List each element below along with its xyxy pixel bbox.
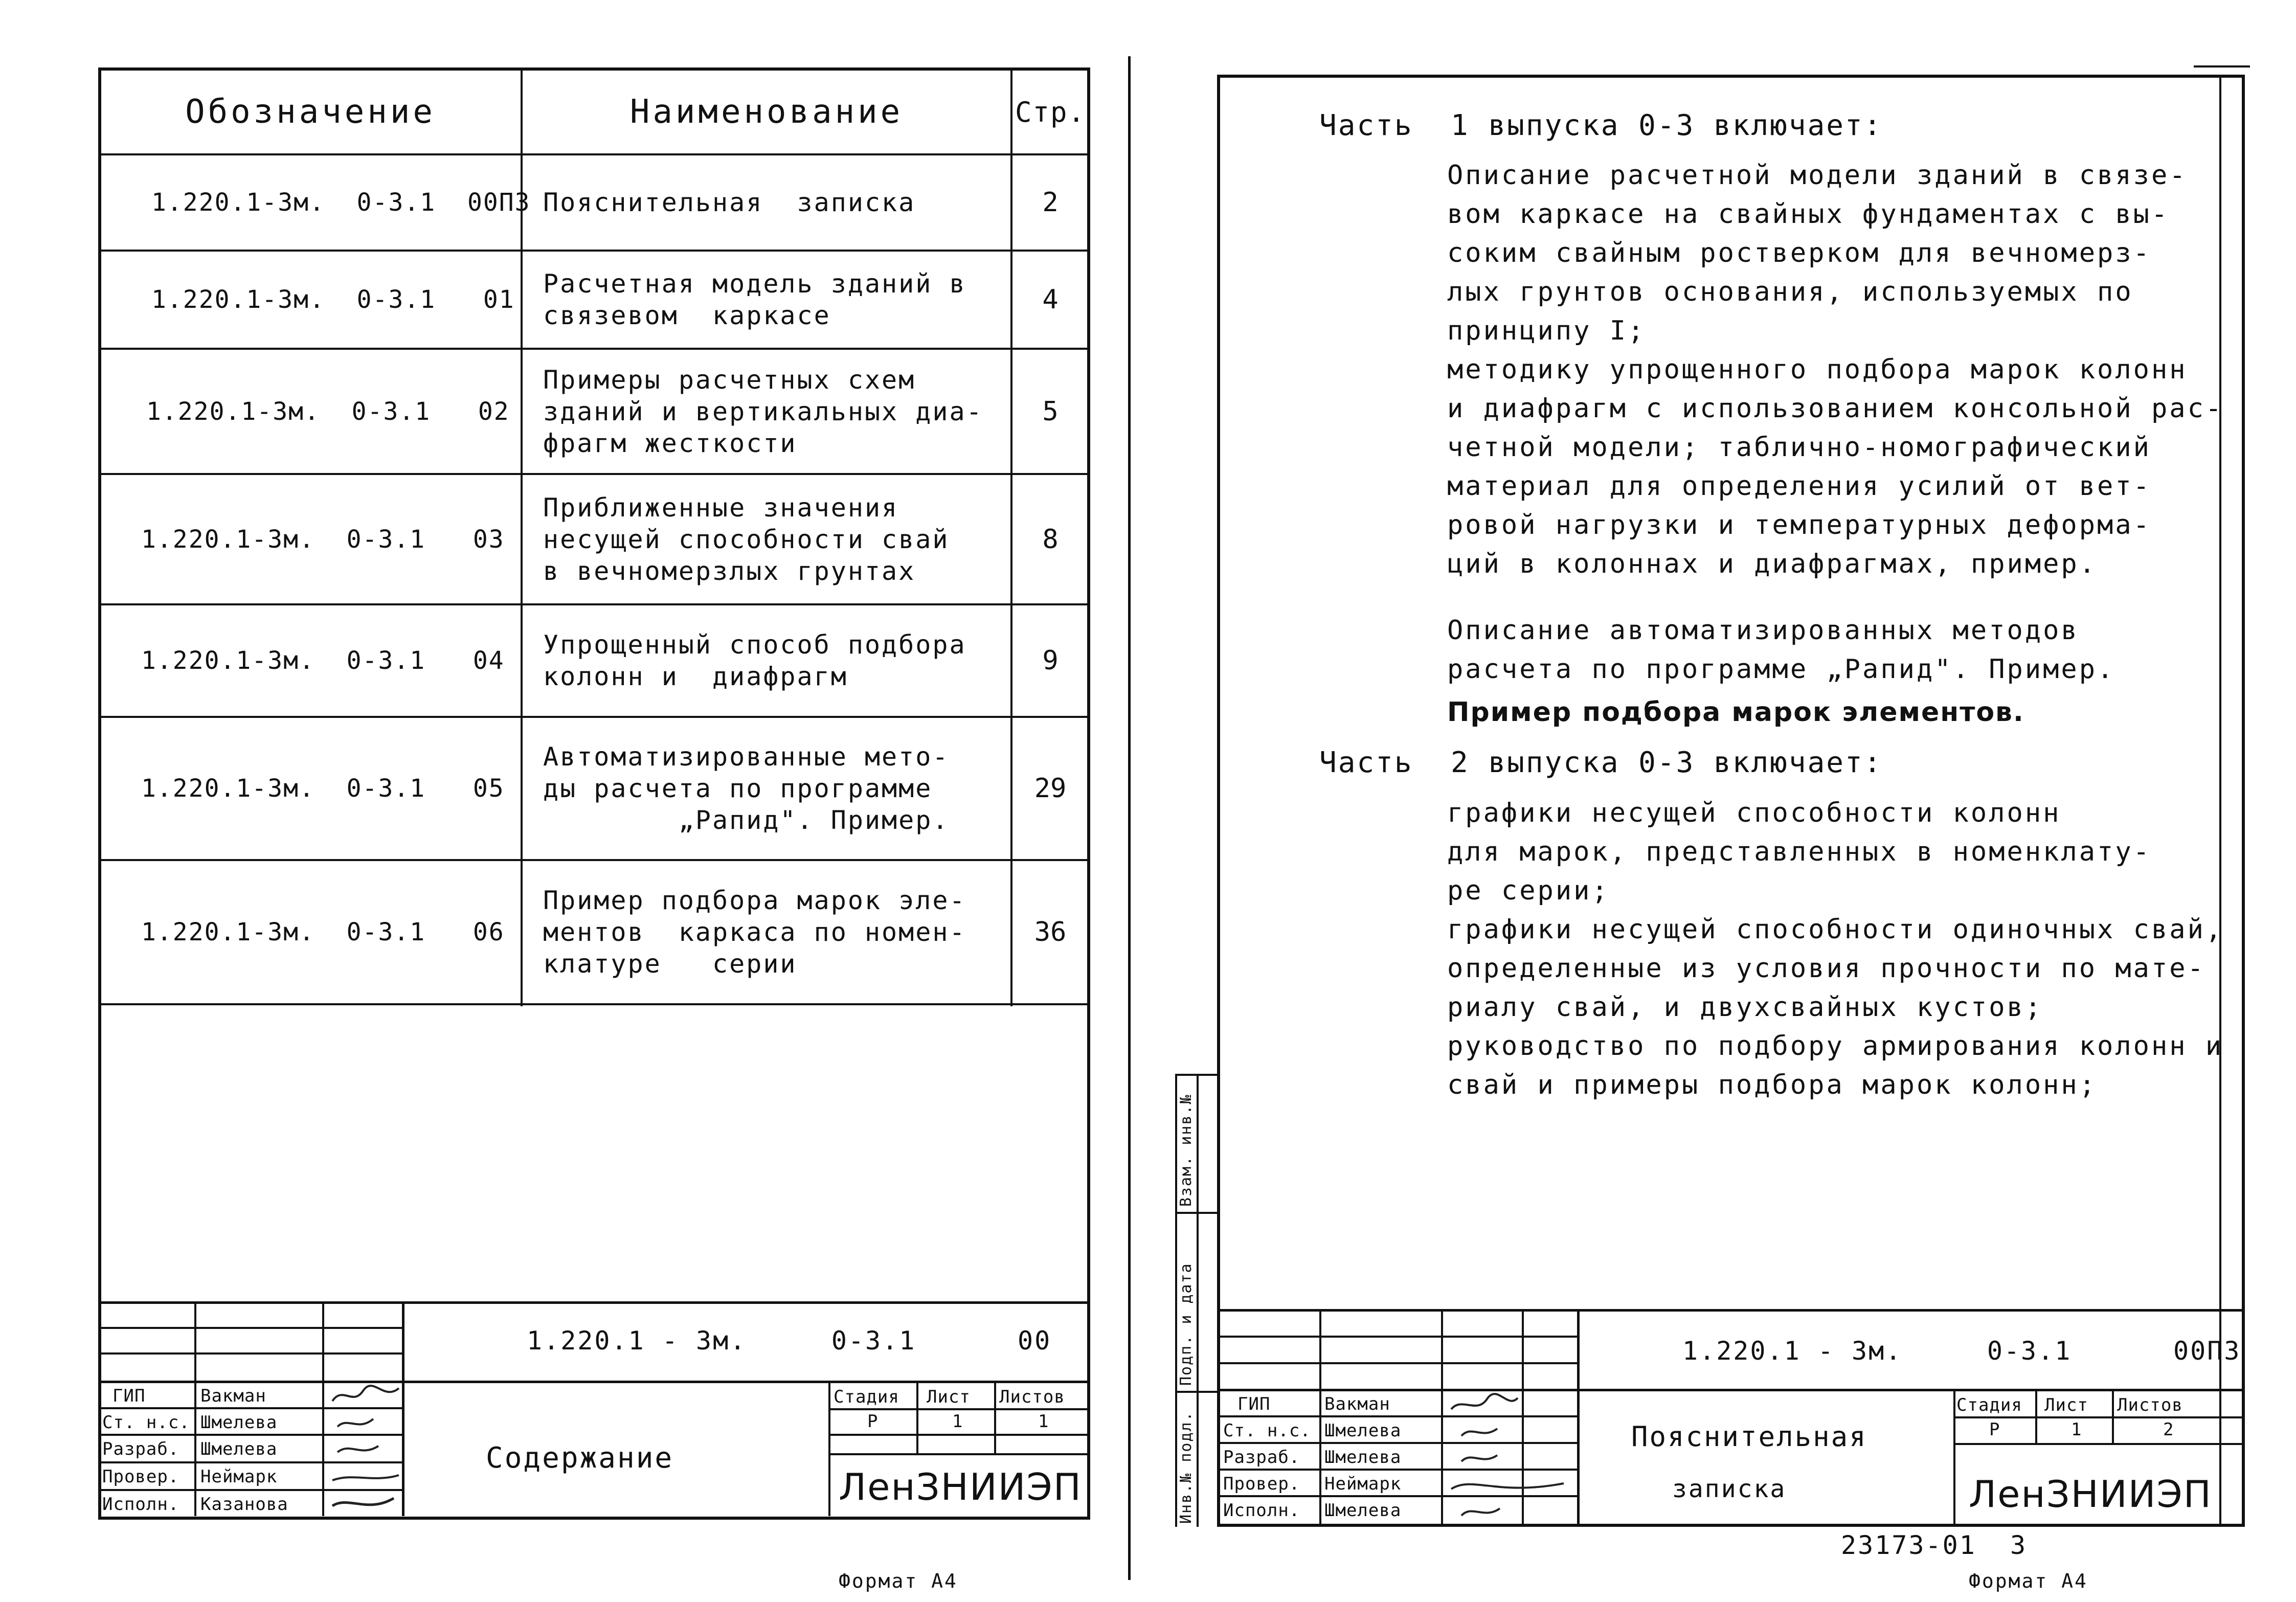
role-label: Разраб. bbox=[1223, 1447, 1300, 1468]
sheet-label: Лист bbox=[927, 1387, 971, 1407]
role-label: ГИП bbox=[112, 1386, 146, 1406]
part2-paragraph: графики несущей способности колонн для марок, представленных в номенклату- ре серии; графики несущей способности одиночных свай, определенные из условия прочности по мате- риалу свай, и двухсвайных кустов; руководство по подбору армирования колонн и свай и примеры подбора марок колонн; bbox=[1447, 798, 2224, 1100]
row-code: 1.220.1-3м. 0-3.1 06 bbox=[141, 918, 505, 946]
sheet-title: Содержание bbox=[486, 1441, 674, 1475]
row-name: Упрощенный способ подбора колонн и диафрагм bbox=[543, 630, 966, 691]
doc-code: 1.220.1 - 3м. 0-3.1 00ПЗ bbox=[1682, 1336, 2241, 1366]
row-name: Автоматизированные мето- ды расчета по программе „Рапид". Пример. bbox=[543, 742, 950, 835]
role-label: Разраб. bbox=[102, 1439, 179, 1459]
row-code: 1.220.1-3м. 0-3.1 02 bbox=[146, 397, 510, 426]
person-name: Казанова bbox=[200, 1494, 288, 1515]
row-name: Расчетная модель зданий в связевом каркасе bbox=[543, 269, 966, 330]
doc-code: 1.220.1 - 3м. 0-3.1 00 bbox=[527, 1326, 1052, 1356]
side-label: Взам. инв.№ bbox=[1177, 1094, 1195, 1207]
row-name: Пример подбора марок эле- ментов каркаса по номен- клатуре серии bbox=[543, 886, 966, 979]
stage-value: Р bbox=[1989, 1419, 2000, 1440]
person-name: Шмелева bbox=[1324, 1420, 1402, 1441]
sheet-value: 1 bbox=[2071, 1419, 2082, 1440]
person-name: Шмелева bbox=[200, 1439, 278, 1459]
part1-heading: Часть 1 выпуска 0-3 включает: bbox=[1319, 109, 1883, 142]
signatures bbox=[322, 1381, 424, 1519]
stage-label: Стадия bbox=[1956, 1395, 2022, 1415]
header-name: Наименование bbox=[629, 93, 904, 131]
center-divider bbox=[1128, 56, 1131, 1580]
archive-number: 23173-01 3 bbox=[1841, 1530, 2028, 1560]
person-name: Неймарк bbox=[200, 1466, 278, 1487]
role-label: Исполн. bbox=[102, 1494, 179, 1515]
row-page: 9 bbox=[1042, 645, 1059, 676]
row-code: 1.220.1-3м. 0-3.1 01 bbox=[151, 285, 515, 314]
row-code: 1.220.1-3м. 0-3.1 03 bbox=[141, 525, 505, 554]
sheets-label: Листов bbox=[999, 1387, 1065, 1407]
row-code: 1.220.1-3м. 0-3.1 04 bbox=[141, 646, 505, 675]
sheet-value: 1 bbox=[952, 1411, 963, 1432]
row-page: 36 bbox=[1034, 917, 1067, 947]
signatures bbox=[1441, 1389, 1574, 1527]
role-label: Ст. н.с. bbox=[102, 1412, 190, 1433]
row-page: 4 bbox=[1042, 284, 1059, 315]
sheet-label: Лист bbox=[2044, 1395, 2088, 1415]
role-label: Провер. bbox=[1223, 1474, 1300, 1494]
person-name: Вакман bbox=[200, 1386, 266, 1406]
row-page: 5 bbox=[1042, 396, 1059, 427]
row-code: 1.220.1-3м. 0-3.1 00ПЗ bbox=[151, 188, 531, 217]
row-page: 29 bbox=[1034, 773, 1067, 804]
person-name: Шмелева bbox=[1324, 1500, 1402, 1521]
row-page: 8 bbox=[1042, 524, 1059, 555]
person-name: Вакман bbox=[1324, 1394, 1390, 1414]
row-name: Примеры расчетных схем зданий и вертикальных диа- фрагм жесткости bbox=[543, 365, 983, 458]
sheets-value: 2 bbox=[2163, 1419, 2174, 1440]
row-name: Приближенные значения несущей способности свай в вечномерзлых грунтах bbox=[543, 492, 950, 586]
sheets-value: 1 bbox=[1038, 1411, 1049, 1432]
row-page: 2 bbox=[1042, 187, 1059, 218]
part2-heading: Часть 2 выпуска 0-3 включает: bbox=[1319, 746, 1883, 779]
sheets-label: Листов bbox=[2117, 1395, 2183, 1415]
stage-value: Р bbox=[867, 1411, 879, 1432]
sheet-title: записка bbox=[1672, 1475, 1787, 1503]
row-code: 1.220.1-3м. 0-3.1 05 bbox=[141, 774, 505, 803]
person-name: Неймарк bbox=[1324, 1474, 1402, 1494]
side-label: Инв.№ подл. bbox=[1177, 1411, 1195, 1524]
role-label: Исполн. bbox=[1223, 1500, 1300, 1521]
format-label: Формат А4 bbox=[1969, 1570, 2088, 1592]
header-page: Стр. bbox=[1015, 96, 1086, 128]
part1-paragraph-example: Пример подбора марок элементов. bbox=[1447, 697, 2024, 728]
role-label: Ст. н.с. bbox=[1223, 1420, 1311, 1441]
person-name: Шмелева bbox=[200, 1412, 278, 1433]
role-label: Провер. bbox=[102, 1466, 179, 1487]
person-name: Шмелева bbox=[1324, 1447, 1402, 1468]
row-name: Пояснительная записка bbox=[543, 188, 916, 217]
part1-paragraph-methods: Описание автоматизированных методов расчета по программе „Рапид". Пример. bbox=[1447, 615, 2115, 685]
part1-paragraph: Описание расчетной модели зданий в связе- вом каркасе на свайных фундаментах с вы- соким свайным ростверком для вечномерз- лых грунтов основания, используемых по принципу I; методику упрощенного подбора марок колонн и диафрагм с использованием консольной рас- четной модели; таблично-номографический материал для определения усилий от вет- ровой нагрузки и температурных деформа- ций в колоннах и диафрагмах, пример. bbox=[1447, 160, 2224, 579]
stage-label: Стадия bbox=[834, 1387, 899, 1407]
org-name: ЛенЗНИИЭП bbox=[839, 1465, 1082, 1508]
side-label: Подп. и дата bbox=[1177, 1262, 1195, 1386]
table-row-line bbox=[100, 1003, 1088, 1005]
header-designation: Обозначение bbox=[185, 93, 436, 131]
sheet-title: Пояснительная bbox=[1631, 1420, 1867, 1453]
role-label: ГИП bbox=[1237, 1394, 1271, 1414]
format-label: Формат А4 bbox=[839, 1570, 958, 1592]
org-name: ЛенЗНИИЭП bbox=[1969, 1473, 2212, 1516]
